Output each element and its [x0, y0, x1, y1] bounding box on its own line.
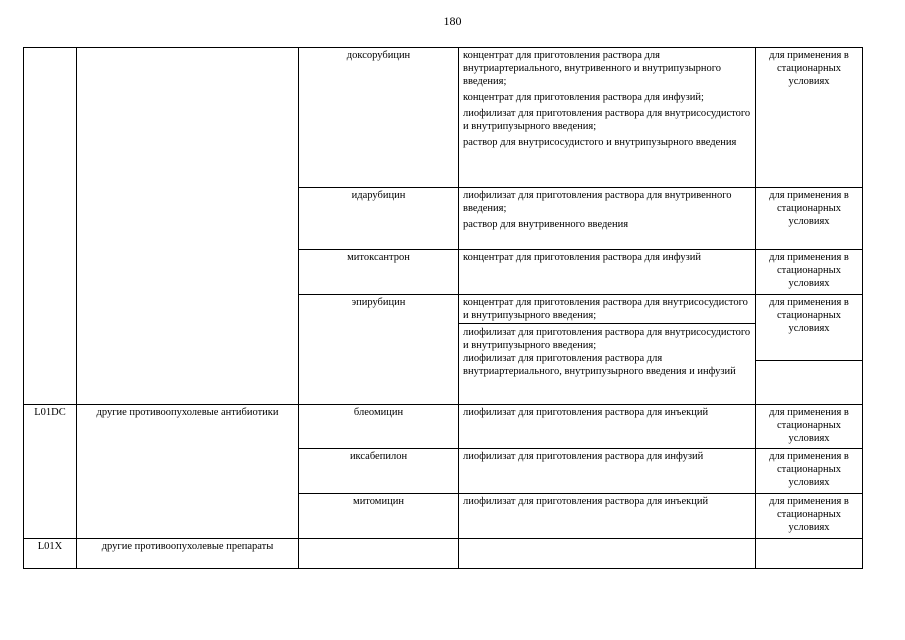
usage-note: для применения в стационарных условиях [756, 449, 863, 494]
dosage-forms-cell [459, 494, 756, 539]
dosage-form: лиофилизат для приготовления раствора для внутриартериального, внутрипузырного введения и инфузий [463, 353, 736, 377]
dosage-form: лиофилизат для приготовления раствора для внутрисосудистого и внутрипузырного введения; [463, 327, 751, 351]
page-number: 180 [443, 14, 462, 28]
atc-code: L01DC [24, 405, 77, 539]
dosage-form: концентрат для приготовления раствора для инфузий; [463, 92, 704, 103]
dosage-forms-cell [459, 539, 756, 569]
dosage-forms-cell [459, 295, 756, 405]
drug-name-cell [299, 539, 459, 569]
usage-note: для применения в стационарных условиях [756, 250, 863, 295]
dosage-form: лиофилизат для приготовления раствора для инфузий [463, 451, 704, 462]
atc-code-cell [24, 48, 77, 405]
dosage-form: раствор для внутривенного введения [463, 219, 629, 230]
usage-note: для применения в стационарных условиях [756, 48, 863, 188]
dosage-forms-cell [459, 48, 756, 188]
table-row [24, 405, 863, 449]
atc-code: L01X [24, 539, 77, 569]
drug-name: митоксантрон [299, 250, 459, 295]
dosage-forms-cell [459, 405, 756, 449]
drug-name: эпирубицин [299, 295, 459, 405]
dosage-form: концентрат для приготовления раствора для внутриартериального, внутривенного и внутрипузырного введения; [463, 50, 722, 87]
dosage-forms-cell [459, 449, 756, 494]
group-name-cell [77, 48, 299, 405]
dosage-form: раствор для внутрисосудистого и внутрипузырного введения [463, 137, 737, 148]
drug-list-table [23, 47, 863, 569]
usage-note: для применения в стационарных условиях [756, 296, 862, 361]
usage-note: для применения в стационарных условиях [756, 188, 863, 250]
dosage-form: лиофилизат для приготовления раствора для внутривенного введения; [463, 190, 732, 214]
table-row [24, 48, 863, 188]
drug-name: блеомицин [299, 405, 459, 449]
usage-note: для применения в стационарных условиях [756, 405, 863, 449]
usage-note-cell [756, 539, 863, 569]
dosage-form: лиофилизат для приготовления раствора для инъекций [463, 407, 709, 418]
drug-name: митомицин [299, 494, 459, 539]
usage-note-cell [756, 295, 863, 405]
dosage-forms-cell [459, 188, 756, 250]
dosage-form: лиофилизат для приготовления раствора для инъекций [463, 496, 709, 507]
dosage-form: концентрат для приготовления раствора для инфузий [463, 252, 701, 263]
dosage-forms-cell [459, 250, 756, 295]
drug-name: доксорубицин [299, 48, 459, 188]
group-name: другие противоопухолевые препараты [77, 539, 299, 569]
drug-name: иксабепилон [299, 449, 459, 494]
dosage-form: лиофилизат для приготовления раствора для внутрисосудистого и внутрипузырного введения; [463, 108, 751, 132]
group-name: другие противоопухолевые антибиотики [77, 405, 299, 539]
table-row [24, 539, 863, 569]
dosage-form: концентрат для приготовления раствора для внутрисосудистого и внутрипузырного введения; [459, 296, 755, 324]
drug-name: идарубицин [299, 188, 459, 250]
usage-note: для применения в стационарных условиях [756, 494, 863, 539]
